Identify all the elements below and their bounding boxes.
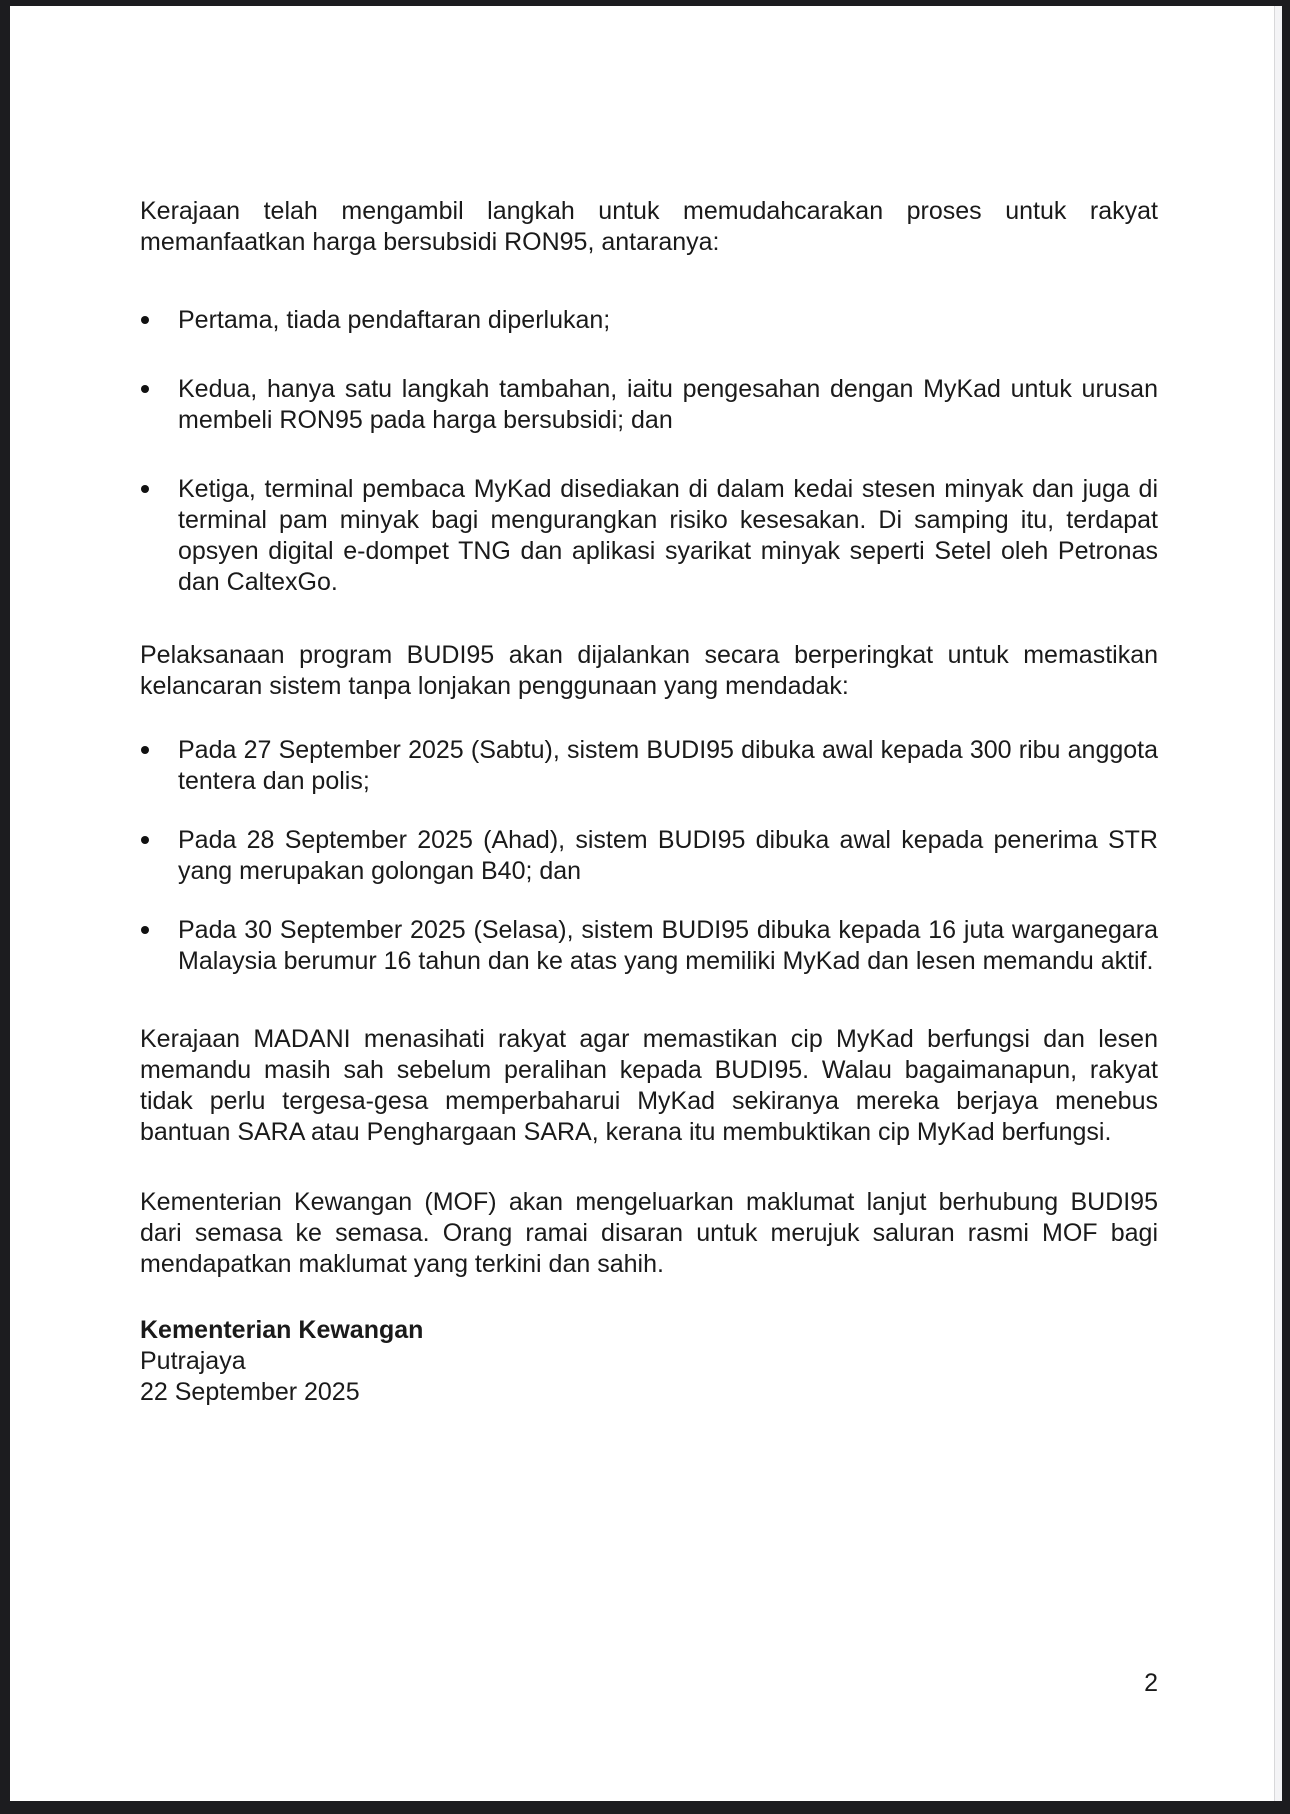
list-item <box>140 825 1158 887</box>
page-number: 2 <box>1144 1669 1158 1697</box>
list-item-text: Pertama, tiada pendaftaran diperlukan; <box>178 306 611 334</box>
info-paragraph: Kementerian Kewangan (MOF) akan mengeluarkan maklumat lanjut berhubung BUDI95 dari semasa ke semasa. Orang ramai disaran untuk merujuk saluran rasmi MOF bagi mendapatkan maklumat yang terkini dan sahih. <box>140 1188 1158 1278</box>
list-item-text: Pada 27 September 2025 (Sabtu), sistem BUDI95 dibuka awal kepada 300 ribu anggota tentera dan polis; <box>178 736 1158 795</box>
signature-date: 22 September 2025 <box>140 1378 360 1406</box>
rollout-list <box>140 735 1158 977</box>
bullet-icon <box>141 485 149 493</box>
list-item <box>140 915 1158 977</box>
bullet-icon <box>141 746 149 754</box>
list-item-text: Pada 30 September 2025 (Selasa), sistem BUDI95 dibuka kepada 16 juta warganegara Malaysia berumur 16 tahun dan ke atas yang memiliki MyKad dan lesen memandu aktif. <box>178 916 1158 975</box>
list-item-text: Ketiga, terminal pembaca MyKad disediakan di dalam kedai stesen minyak dan juga di terminal pam minyak bagi mengurangkan risiko kesesakan. Di samping itu, terdapat opsyen digital e-dompet TNG dan aplikasi syarikat minyak seperti Setel oleh Petronas dan CaltexGo. <box>178 475 1158 596</box>
bullet-icon <box>141 385 149 393</box>
list-item-text: Pada 28 September 2025 (Ahad), sistem BUDI95 dibuka awal kepada penerima STR yang merupakan golongan B40; dan <box>178 826 1158 885</box>
advisory-paragraph: Kerajaan MADANI menasihati rakyat agar memastikan cip MyKad berfungsi dan lesen memandu masih sah sebelum peralihan kepada BUDI95. Walau bagaimanapun, rakyat tidak perlu tergesa-gesa memperbaharui MyKad sekiranya mereka berjaya menebus bantuan SARA atau Penghargaan SARA, kerana itu membuktikan cip MyKad berfungsi. <box>140 1025 1158 1146</box>
document-page <box>10 6 1274 1801</box>
page-content <box>10 6 1274 1408</box>
rollout-paragraph: Pelaksanaan program BUDI95 akan dijalankan secara berperingkat untuk memastikan kelancaran sistem tanpa lonjakan penggunaan yang mendadak: <box>140 641 1158 700</box>
list-item <box>140 735 1158 797</box>
page-edge <box>1274 6 1282 1801</box>
list-item <box>140 305 1158 336</box>
bullet-icon <box>141 836 149 844</box>
signature-block <box>140 1315 1158 1408</box>
intro-paragraph: Kerajaan telah mengambil langkah untuk memudahcarakan proses untuk rakyat memanfaatkan harga bersubsidi RON95, antaranya: <box>140 197 1158 256</box>
signature-organisation: Kementerian Kewangan <box>140 1316 424 1344</box>
bullet-icon <box>141 926 149 934</box>
list-item-text: Kedua, hanya satu langkah tambahan, iaitu pengesahan dengan MyKad untuk urusan membeli RON95 pada harga bersubsidi; dan <box>178 375 1158 434</box>
signature-location: Putrajaya <box>140 1347 246 1375</box>
list-item <box>140 374 1158 436</box>
list-item <box>140 474 1158 598</box>
bullet-icon <box>141 316 149 324</box>
facilitation-list <box>140 305 1158 598</box>
